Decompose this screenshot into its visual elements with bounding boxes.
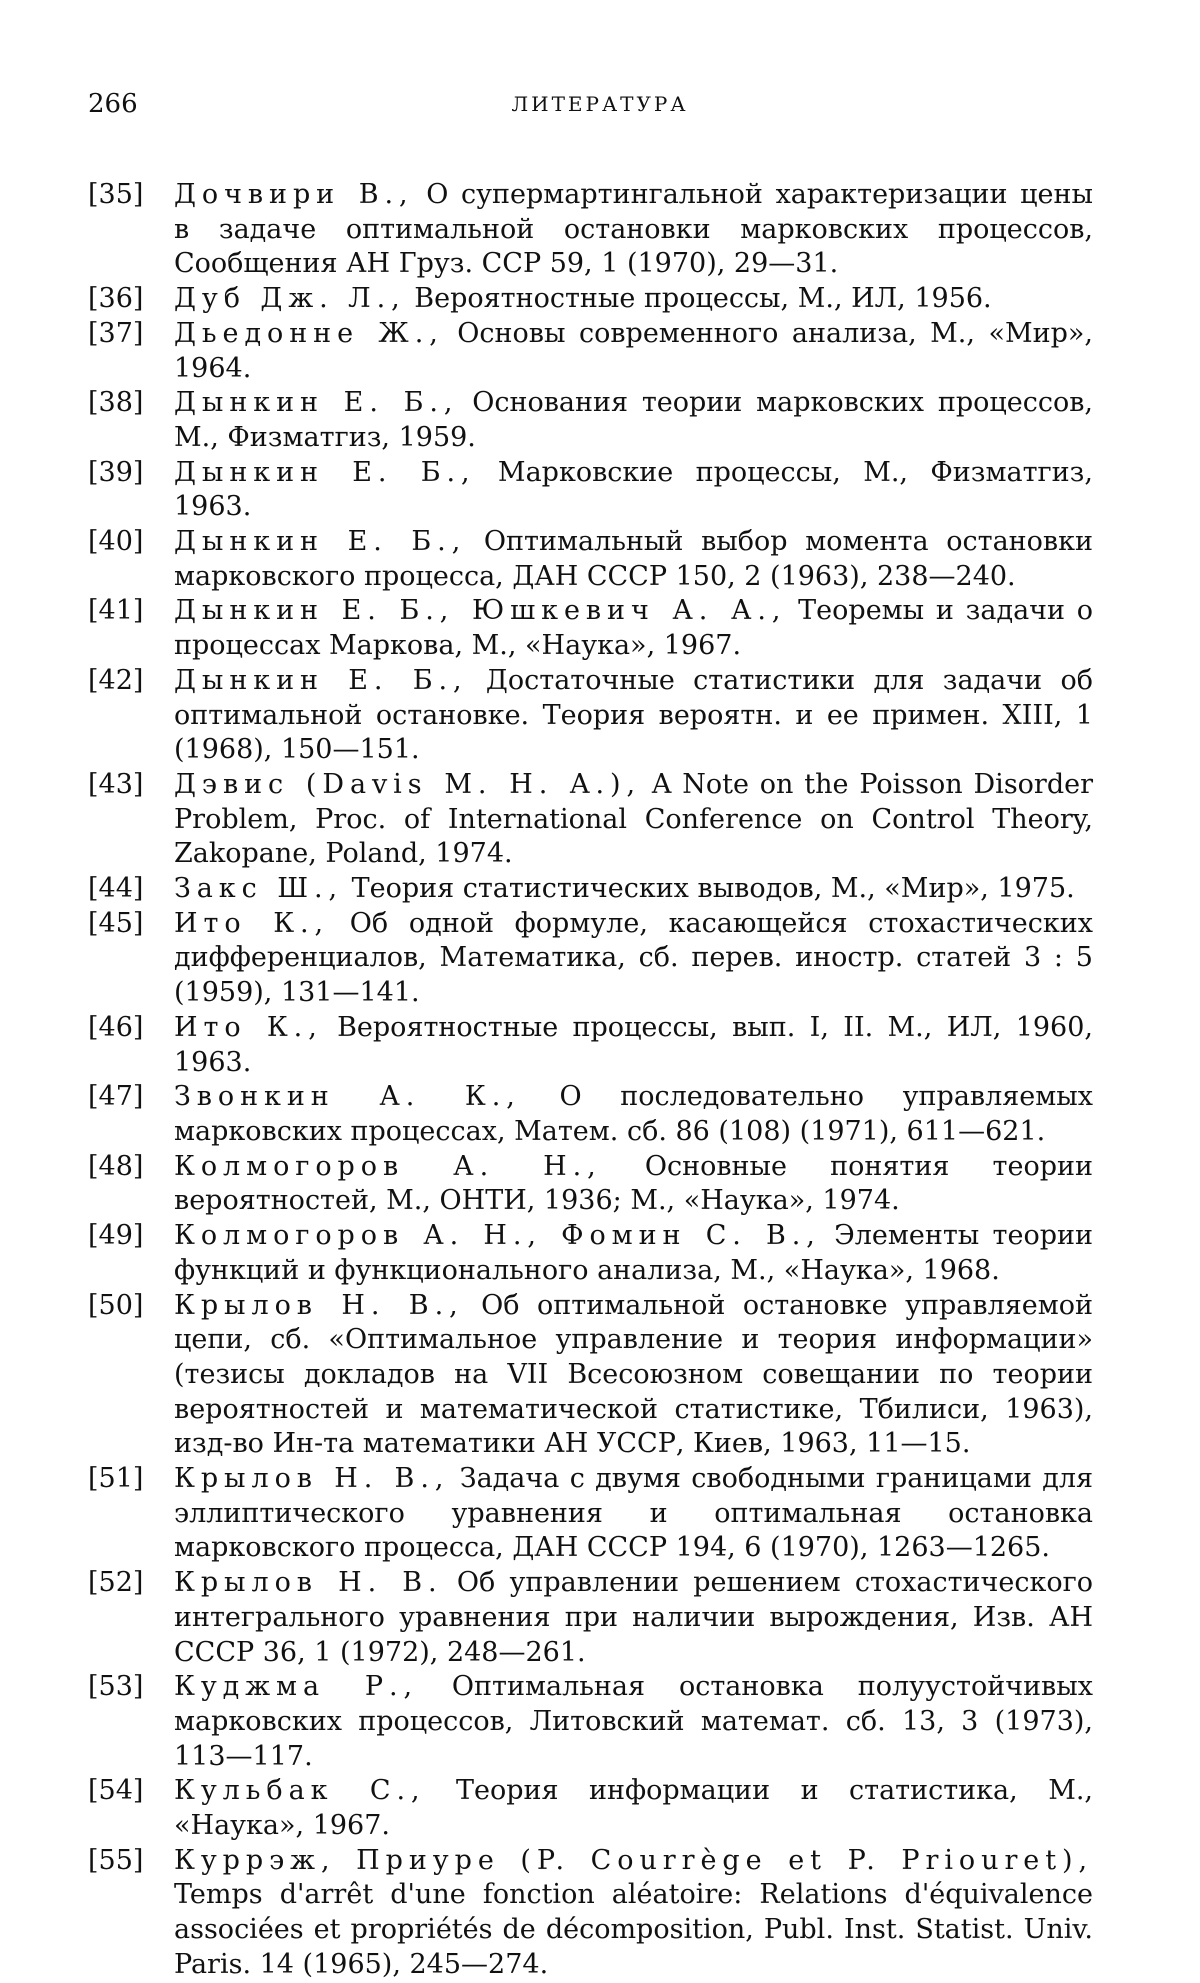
reference-author: Колмогоров А. Н., [174,1150,602,1182]
reference-text: Об управлении решением стохастического интегрального уравнения при наличии вырождения, Изв. АН СССР 36, 1 (1972), 248—261. [174,1567,1093,1668]
reference-text: Об одной формуле, касающейся стохастических дифференциалов, Математика, сб. перев. иностр. статей 3 : 5 (1959), 131—141. [174,907,1093,1009]
reference-author: Кульбак С., [174,1775,426,1807]
reference-number: [45] [88,907,144,939]
reference-item [88,317,1093,386]
reference-text: Марковские процессы, М., Физматгиз, 1963. [174,456,1093,523]
reference-author: Ито К., [174,907,330,939]
reference-list [88,178,1093,1983]
reference-text: Элементы теории функций и функционального анализа, М., «Наука», 1968. [174,1220,1093,1286]
reference-number: [37] [88,317,144,349]
reference-number: [38] [88,387,144,419]
reference-number: [48] [88,1150,144,1182]
reference-author: Закс Ш., [174,873,343,905]
reference-author: Дочвири В., [174,179,414,210]
reference-item [88,1670,1093,1774]
reference-item [88,664,1093,768]
reference-text: Вероятностные процессы, М., ИЛ, 1956. [405,283,992,315]
reference-number: [35] [88,179,144,210]
reference-author: Колмогоров А. Н., Фомин С. В., [174,1220,821,1252]
reference-author: Дынкин Е. Б., [174,664,468,696]
reference-number: [36] [88,283,144,315]
reference-text: Задача с двумя свободными границами для эллиптического уравнения и оптимальная остановка марковского процесса, ДАН СССР 194, 6 (1970), 1263—1265. [174,1463,1094,1564]
reference-number: [43] [88,768,144,800]
reference-text: Достаточные статистики для задачи об оптимальной остановке. Теория вероятн. и ее примен. XIII, 1 (1968), 150—151. [174,664,1093,766]
reference-item [88,178,1093,282]
reference-number: [55] [88,1844,144,1876]
reference-number: [46] [88,1011,144,1043]
reference-item [88,1566,1093,1670]
reference-author: Дынкин Е. Б., [174,387,459,419]
reference-text: О супермартингальной характеризации цены в задаче оптимальной остановки марковских процессов, Сообщения АН Груз. ССР 59, 1 (1970), 29—31. [174,179,1093,280]
reference-number: [49] [88,1220,144,1252]
reference-item [88,872,1093,907]
reference-item [88,282,1093,317]
reference-author: Ито К., [174,1011,323,1043]
reference-text: Об оптимальной остановке управляемой цепи, сб. «Оптимальное управление и теория информации» (тезисы докладов на VII Всесоюзном совещании по теории вероятностей и математической статистике, Тбилиси, 1963), изд-во Ин-та математики АН УССР, Киев, 1963, 11—15. [174,1289,1094,1460]
reference-author: Куррэж, Приуре (P. Courrège et P. Priouret), [174,1844,1093,1876]
reference-item [88,1219,1093,1288]
reference-author: Крылов Н. В., [174,1289,464,1321]
reference-item [88,1150,1093,1219]
page-number: 266 [88,89,138,119]
reference-item [88,1080,1093,1149]
reference-number: [44] [88,873,144,905]
reference-author: Дуб Дж. Л., [174,283,406,315]
reference-text: Оптимальный выбор момента остановки марковского процесса, ДАН СССР 150, 2 (1963), 238—240. [174,526,1093,592]
running-title: ЛИТЕРАТУРА [511,92,689,116]
reference-item [88,1011,1093,1080]
reference-number: [40] [88,526,144,558]
reference-author: Дынкин Е. Б., [174,526,467,558]
reference-item [88,594,1093,663]
reference-number: [52] [88,1567,144,1599]
reference-text: Теория информации и статистика, М., «Наука», 1967. [174,1775,1094,1842]
reference-item [88,1462,1093,1566]
reference-item [88,768,1093,872]
reference-text: Оптимальная остановка полуустойчивых марковских процессов, Литовский математ. сб. 13, 3 (1973), 113—117. [174,1671,1093,1772]
reference-number: [54] [88,1775,144,1807]
reference-item [88,907,1093,1011]
reference-author: Дынкин Е. Б., Юшкевич А. А., [174,595,787,627]
reference-text: Temps d'arrêt d'une fonction aléatoire: Relations d'équivalence associées et propriétés de décomposition, Publ. Inst. Statist. Univ. Paris. 14 (1965), 245—274. [174,1879,1093,1980]
reference-number: [42] [88,664,144,696]
reference-author: Дэвис (Davis M. H. A.), [174,768,642,800]
reference-item [88,1844,1093,1983]
reference-item [88,1289,1093,1463]
reference-text: A Note on the Poisson Disorder Problem, Proc. of International Conference on Control Theory, Zakopane, Poland, 1974. [174,768,1094,870]
reference-author: Дынкин Е. Б., [174,456,476,488]
reference-item [88,386,1093,455]
reference-text: Основные понятия теории вероятностей, М., ОНТИ, 1936; М., «Наука», 1974. [174,1150,1093,1217]
reference-text: О последовательно управляемых марковских процессах, Матем. сб. 86 (108) (1971), 611—621. [174,1081,1093,1147]
reference-author: Звонкин А. К., [174,1081,521,1113]
reference-author: Крылов Н. В. [174,1567,443,1599]
reference-number: [50] [88,1289,144,1321]
reference-text: Теоремы и задачи о процессах Маркова, М., «Наука», 1967. [174,595,1093,662]
page-header [88,86,1112,122]
reference-number: [53] [88,1671,144,1703]
reference-text: Основания теории марковских процессов, М., Физматгиз, 1959. [174,387,1093,453]
reference-text: Вероятностные процессы, вып. I, II. М., ИЛ, 1960, 1963. [174,1011,1093,1078]
reference-number: [51] [88,1463,144,1495]
reference-number: [47] [88,1081,144,1113]
reference-author: Куджма Р., [174,1671,418,1703]
reference-number: [39] [88,456,144,488]
reference-item [88,1774,1093,1843]
reference-item [88,525,1093,594]
reference-author: Крылов Н. В., [174,1463,450,1495]
reference-text: Теория статистических выводов, М., «Мир», 1975. [343,873,1075,905]
reference-number: [41] [88,595,144,627]
reference-item [88,456,1093,525]
reference-author: Дьедонне Ж., [174,317,444,349]
reference-text: Основы современного анализа, М., «Мир», 1964. [174,317,1094,384]
